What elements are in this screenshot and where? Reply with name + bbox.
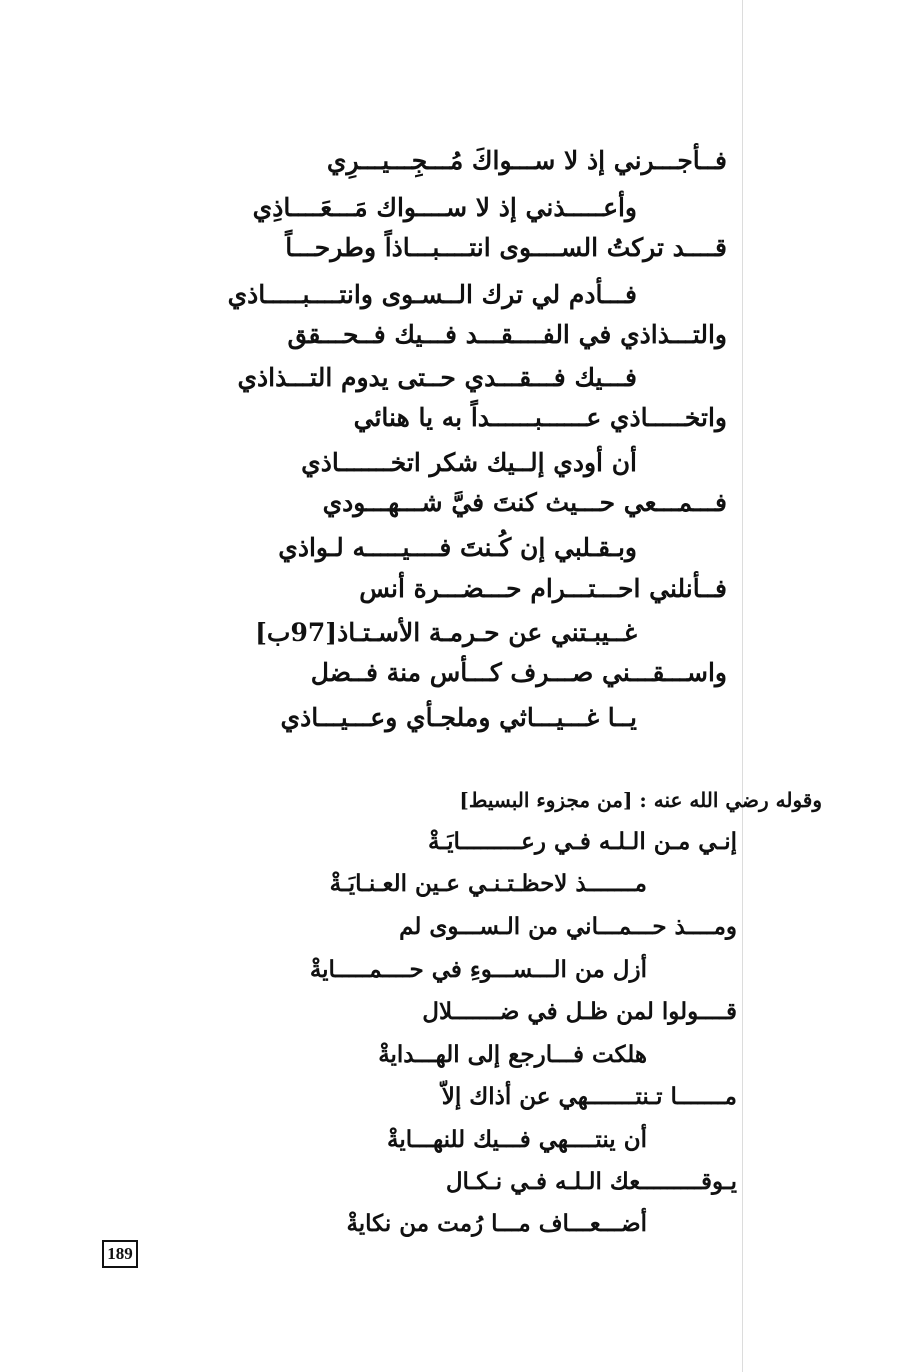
poem1-line-8: أن أودي إلــيك شكر اتخـــــــاذي [301, 448, 637, 477]
poem2-line-4: أزل من الـــســـوءِ في حــــمـــــايةْ [309, 956, 647, 983]
poem2-intro: وقوله رضي الله عنه : [من مجزوء البسيط] [459, 788, 822, 812]
poem1-line-2: وأعـــــذني إذ لا ســــواك مَـــعَــــاذِي [252, 193, 637, 222]
poem2-line-9: يـوقـــــــــعك الـلـه فـي نـكـال [445, 1168, 737, 1195]
poem1-line-5: والتـــذاذي في الفــــقـــد فـــيك فــحـــقق [287, 320, 727, 349]
page-gutter-line [742, 0, 743, 1372]
poem1-line-1: فــأجـــرني إذ لا ســـواكَ مُـــجِـــيـــرِي [326, 146, 727, 175]
poem1-line-11: فــأنلني احـــتـــرام حـــضـــرة أنس [359, 574, 727, 603]
poem1-line-13: واســـقـــني صـــرف كـــأس منة فــضل [310, 658, 727, 687]
poem2-line-7: مـــــــا تـنتـــــــهي عن أذاك إلاّ [441, 1083, 737, 1110]
poem2-line-8: أن ينتــــهي فـــيك للنهـــايةْ [387, 1126, 647, 1153]
poem1-line-14: يــا غـــيـــاثي وملجـأي وعـــيـــاذي [280, 703, 637, 732]
poem1-line-4: فـــأدم لي ترك الــسـوى وانتــــبـــــاذي [227, 280, 637, 309]
poem1-line-3: قــــد تركتُ الســــوى انتــــبـــاذاً وطرحـــاً [285, 233, 727, 262]
poem1-line-9: فـــمـــعي حـــيث كنتَ فيَّ شـــهـــودي [322, 488, 727, 517]
poem2-line-1: إنـي مـن الـلـه فـي رعـــــــــايَـةْ [428, 828, 737, 855]
poem2-line-2: مـــــــذ لاحظـتـنـي عـين العـنـايَـةْ [329, 870, 647, 897]
poem2-line-10: أضـــعـــاف مـــا رُمت من نكايةْ [346, 1210, 647, 1237]
poem1-line-6: فـــيك فـــقـــدي حــتى يدوم التـــذاذي [237, 363, 637, 392]
poem1-line-7: واتخـــــاذي عــــــبــــــداً به يا هنائي [353, 403, 727, 432]
poem1-line-10: وبـقـلبي إن كُـنتَ فــــيـــــه لـواذي [278, 533, 637, 562]
page-number: 189 [102, 1240, 138, 1268]
poem2-line-3: ومــــذ حـــمـــاني من الـســـوى لم [399, 913, 737, 940]
poem2-line-5: قــــولوا لمن ظـل في ضـــــــلال [422, 998, 737, 1025]
poem1-line-12: غــيبـتني عن حـرمـة الأسـتـاذ[97ب] [255, 618, 637, 647]
poem2-line-6: هلكت فـــارجع إلى الهـــدايةْ [378, 1041, 647, 1068]
